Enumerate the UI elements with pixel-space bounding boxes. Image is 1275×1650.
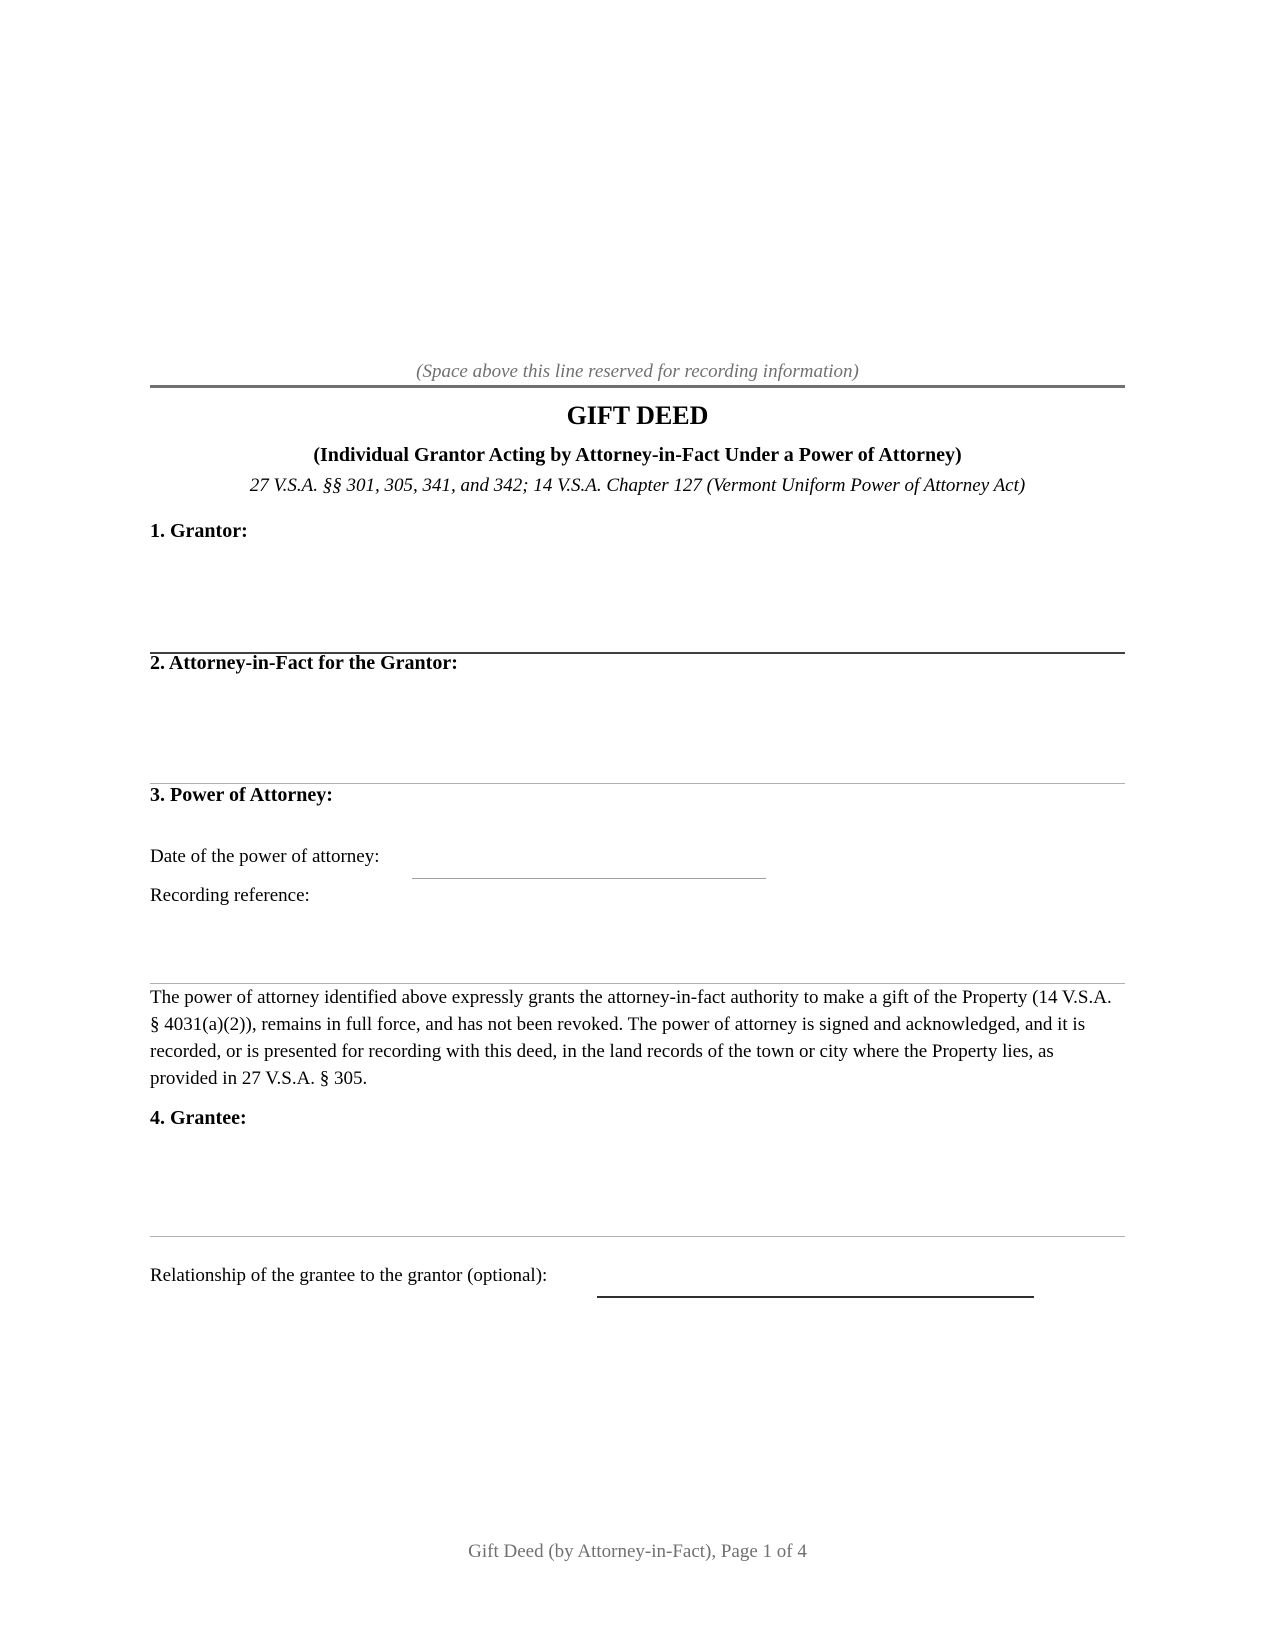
page-footer: Gift Deed (by Attorney-in-Fact), Page 1 of 4 — [468, 1541, 807, 1562]
recording-reference-label: Recording reference: — [150, 885, 310, 906]
grantee-heading: 4. Grantee: — [150, 1107, 247, 1129]
grantee-entry-line[interactable] — [150, 1236, 1125, 1237]
recording-space-note: (Space above this line reserved for recording information) — [416, 361, 859, 382]
poa-authority-statement: The power of attorney identified above expressly grants the attorney-in-fact authority to make a gift of the Property (14 V.S.A. § 4031(a)(2)), remains in full force, and has not been revoked. The power of attorney is signed and acknowledged, and it is recorded, or is presented for recording with this deed, in the land records of the town or city where the Property lies, as provided in 27 V.S.A. § 305. — [150, 987, 1112, 1089]
statutory-citation: 27 V.S.A. §§ 301, 305, 341, and 342; 14 V.S.A. Chapter 127 (Vermont Uniform Power of Attorney Act) — [249, 475, 1026, 496]
poa-date-field[interactable] — [412, 878, 766, 879]
grantee-relationship-label: Relationship of the grantee to the grantor (optional): — [150, 1265, 548, 1286]
recording-divider — [150, 385, 1125, 388]
power-of-attorney-heading: 3. Power of Attorney: — [150, 784, 333, 806]
document-title: GIFT DEED — [566, 401, 709, 430]
grantor-heading: 1. Grantor: — [150, 520, 248, 542]
document-subtitle: (Individual Grantor Acting by Attorney-in-Fact Under a Power of Attorney) — [313, 444, 962, 466]
poa-date-label: Date of the power of attorney: — [150, 846, 380, 867]
grantee-relationship-field[interactable] — [597, 1296, 1034, 1298]
attorney-in-fact-heading: 2. Attorney-in-Fact for the Grantor: — [150, 652, 458, 674]
